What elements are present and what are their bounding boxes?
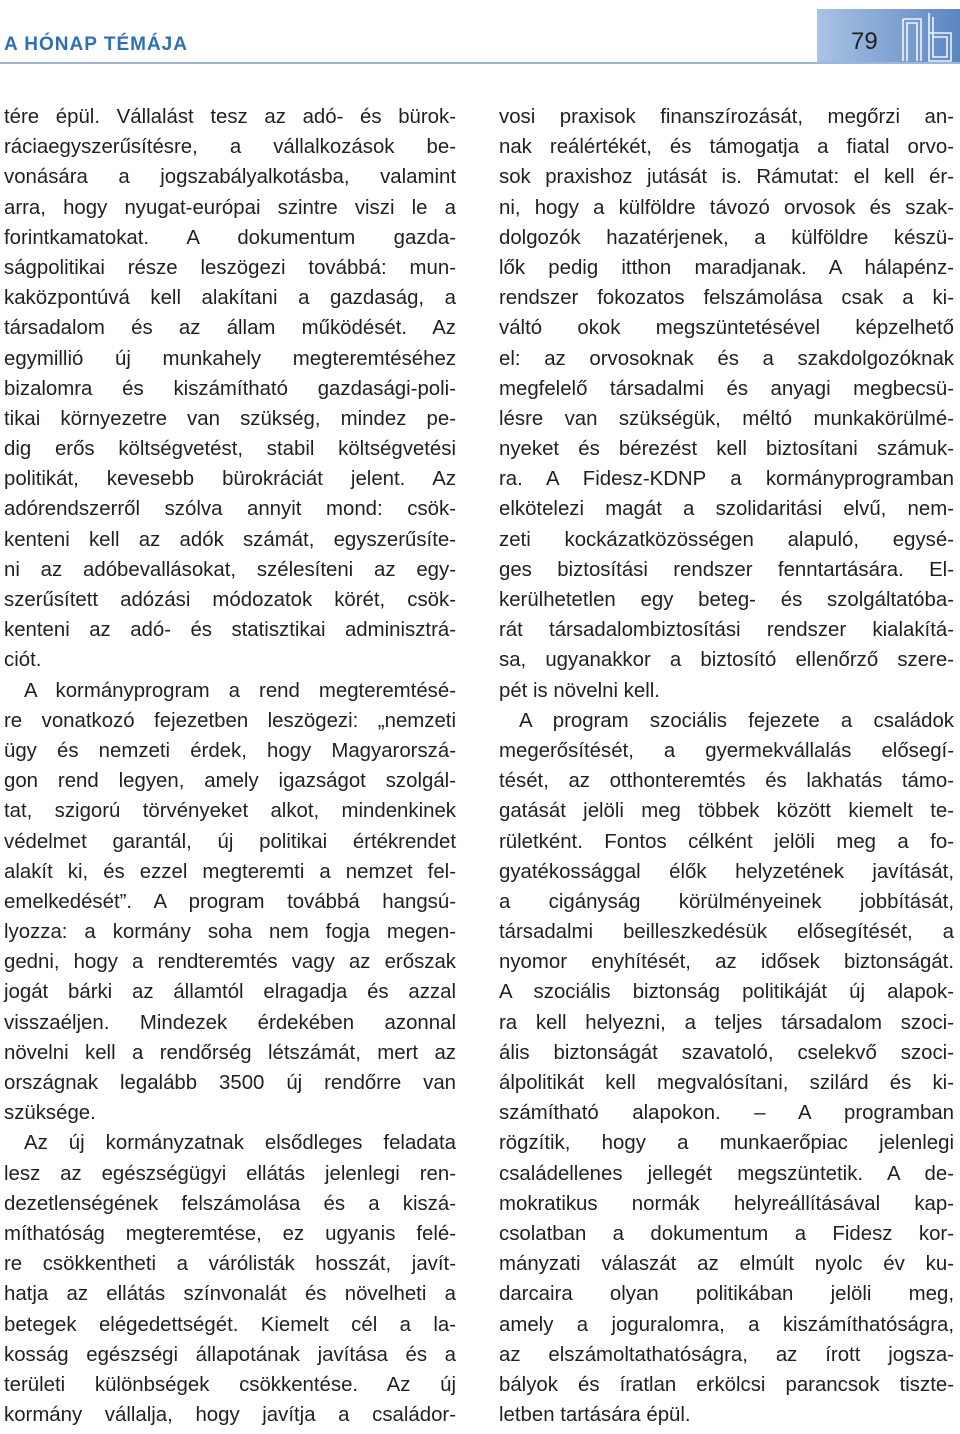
text-line: Az új kormányzatnak elsődleges feladata	[24, 1132, 456, 1155]
text-line: betegek elégedettségét. Kiemelt cél a la-	[4, 1313, 456, 1336]
text-line: ra. A Fidesz-KDNP a kormányprogramban	[499, 468, 954, 491]
nb-logo-icon	[899, 11, 959, 63]
text-line: a cigányság körülményeinek jobbítását,	[499, 890, 954, 913]
text-line: vosi praxisok finanszírozását, megőrzi an-	[499, 106, 954, 128]
text-line: A kormányprogram a rend megteremtésé-	[24, 679, 456, 702]
text-line: jogát bárki az államtól elragadja és azzal	[4, 981, 456, 1004]
text-line: lésre van szükségük, méltó munkakörülmé-	[499, 407, 954, 430]
text-line: ráciaegyszerűsítésre, a vállalkozások be-	[4, 136, 456, 159]
text-line: területi különbségek csökkentése. Az új	[4, 1373, 456, 1396]
text-line: letben tartására épül.	[499, 1404, 691, 1427]
text-line: tikai környezetre van szükség, mindez pe-	[4, 407, 456, 430]
text-line: lők pedig itthon maradjanak. A hálapénz-	[499, 256, 954, 279]
header-rule	[0, 62, 960, 64]
text-line: váltó okok megszüntetésével képzelhető	[499, 317, 954, 340]
text-line: sok praxishoz jutását is. Rámutat: el kell ér-	[499, 166, 954, 189]
text-line: lesz az egészségügyi ellátás jelenlegi ren-	[4, 1162, 456, 1185]
page-number: 79	[851, 28, 878, 55]
text-line: kosság egészségi állapotának javítása és a	[4, 1343, 456, 1366]
text-line: gon rend legyen, amely igazságot szolgál-	[4, 770, 456, 793]
text-line: gatását jelöli meg többek között kiemelt te-	[499, 800, 954, 823]
text-line: rát társadalombiztosítási rendszer kialakítá-	[499, 619, 954, 642]
text-line: el: az orvosoknak és a szakdolgozóknak	[499, 347, 954, 370]
text-line: dig erős költségvetést, stabil költségvetési	[4, 438, 456, 461]
text-line: kenteni kell az adók számát, egyszerűsíte-	[4, 528, 456, 551]
text-line: társadalmi beilleszkedésük elősegítését, a	[499, 921, 954, 944]
text-line: nyomor enyhítését, az idősek biztonságát.	[499, 951, 954, 974]
text-line: amely a joguralomra, a kiszámíthatóságra,	[499, 1313, 954, 1336]
text-line: emelkedését”. A program továbbá hangsú-	[4, 890, 456, 913]
text-line: vonására a jogszabályalkotásba, valamint	[4, 166, 456, 189]
text-line: ügy és nemzeti érdek, hogy Magyarorszá-	[4, 739, 456, 762]
text-line: ni az adóbevallásokat, szélesíteni az egy-	[4, 558, 456, 581]
text-line: politikát, kevesebb bürokráciát jelent. Az	[4, 468, 456, 491]
text-line: családellenes jellegét megszüntetik. A de-	[499, 1162, 954, 1185]
text-line: alakít ki, és ezzel megteremti a nemzet fel-	[4, 860, 456, 883]
text-line: lyozza: a kormány soha nem fogja megen-	[4, 921, 456, 944]
text-line: tat, szigorú törvényeket alkot, mindenkinek	[4, 800, 456, 823]
text-line: ges biztosítási rendszer fenntartására. El-	[499, 558, 954, 581]
text-line: az elszámoltathatóságra, az írott jogsza-	[499, 1343, 954, 1366]
page-number-box	[817, 9, 960, 63]
text-line: álpolitikát kell megvalósítani, szilárd és ki-	[499, 1072, 954, 1094]
text-line: míthatóság megteremtése, ez ugyanis felé-	[4, 1222, 456, 1245]
text-line: szerűsített adózási módozatok körét, csök-	[4, 589, 456, 611]
text-line: számítható alapokon. – A programban	[499, 1102, 954, 1125]
text-line: rögzítik, hogy a munkaerőpiac jelenlegi	[499, 1132, 954, 1155]
text-line: bályok és íratlan erkölcsi parancsok tiszte-	[499, 1373, 954, 1396]
text-line: országnak legalább 3500 új rendőrre van	[4, 1072, 456, 1094]
text-line: sa, ugyanakkor a biztosító ellenőrző szere-	[499, 649, 954, 672]
text-line: re csökkentheti a várólisták hosszát, javít-	[4, 1253, 456, 1276]
text-line: elkötelezi magát a szolidaritási elvű, nem-	[499, 498, 954, 521]
text-line: ciót.	[4, 649, 42, 672]
text-line: ra kell helyezni, a teljes társadalom szoci-	[499, 1011, 954, 1034]
text-line: mokratikus normák helyreállításával kap-	[499, 1192, 954, 1215]
text-line: re vonatkozó fejezetben leszögezi: „nemzeti	[4, 709, 456, 732]
text-line: rendszer fokozatos felszámolása csak a ki-	[499, 287, 954, 310]
page-header	[0, 0, 960, 66]
text-line: gyatékossággal élők helyzetének javítását,	[499, 860, 954, 883]
text-line: zeti kockázatközösségen alapuló, egysé-	[499, 528, 954, 551]
text-line: szüksége.	[4, 1102, 96, 1125]
text-line: adórendszerről szólva annyit mond: csök-	[4, 498, 456, 521]
text-line: társadalom és az állam működését. Az	[4, 317, 456, 340]
text-line: forintkamatokat. A dokumentum gazda-	[4, 226, 456, 249]
text-line: nak reálértékét, és támogatja a fiatal orvo-	[499, 136, 954, 159]
text-line: darcaira olyan politikában jelöli meg,	[499, 1283, 954, 1306]
left-column	[4, 102, 456, 1430]
text-line: megerősítését, a gyermekvállalás elősegí-	[499, 739, 954, 762]
text-line: kaközpontúvá kell alakítani a gazdaság, a	[4, 287, 456, 310]
section-title: A HÓNAP TÉMÁJA	[4, 34, 188, 55]
text-line: mányzati válaszát az elmúlt nyolc év ku-	[499, 1253, 954, 1276]
text-line: növelni kell a rendőrség létszámát, mert az	[4, 1041, 456, 1064]
text-line: A program szociális fejezete a családok	[519, 709, 954, 732]
text-line: gedni, hogy a rendteremtés vagy az erőszak	[4, 951, 456, 974]
text-line: dezetlenségének felszámolása és a kiszá-	[4, 1192, 456, 1215]
text-line: csolatban a dokumentum a Fidesz kor-	[499, 1222, 954, 1245]
text-line: kormány vállalja, hogy javítja a családor-	[4, 1404, 456, 1427]
text-line: ságpolitikai része leszögezi továbbá: mun-	[4, 256, 456, 279]
text-line: ni, hogy a külföldre távozó orvosok és szak-	[499, 196, 954, 219]
text-line: A szociális biztonság politikáját új alapok-	[499, 981, 954, 1004]
right-column	[499, 102, 954, 1430]
text-line: kenteni az adó- és statisztikai adminisztrá-	[4, 619, 456, 642]
text-line: megfelelő társadalmi és anyagi megbecsü-	[499, 377, 954, 400]
text-line: tére épül. Vállalást tesz az adó- és bürok-	[4, 106, 456, 128]
text-line: egymillió új munkahely megteremtéséhez	[4, 347, 456, 370]
text-line: arra, hogy nyugat-európai szintre viszi le a	[4, 196, 456, 219]
text-line: rületként. Fontos célként jelöli meg a fo-	[499, 830, 954, 853]
text-line: bizalomra és kiszámítható gazdasági-poli-	[4, 377, 456, 400]
text-line: hatja az ellátás színvonalát és növelheti a	[4, 1283, 456, 1306]
text-line: tését, az otthonteremtés és lakhatás támo-	[499, 770, 954, 793]
text-line: pét is növelni kell.	[499, 679, 660, 702]
text-line: védelmet garantál, új politikai értékrendet	[4, 830, 456, 853]
text-line: nyeket és bérezést kell biztosítani számuk-	[499, 438, 954, 461]
text-line: ális biztonságát szavatoló, cselekvő szoci-	[499, 1041, 954, 1064]
text-line: kerülhetetlen egy beteg- és szolgáltatóba-	[499, 589, 954, 611]
text-line: dolgozók hazatérjenek, a külföldre készü-	[499, 226, 954, 249]
text-line: visszaéljen. Mindezek érdekében azonnal	[4, 1011, 456, 1034]
